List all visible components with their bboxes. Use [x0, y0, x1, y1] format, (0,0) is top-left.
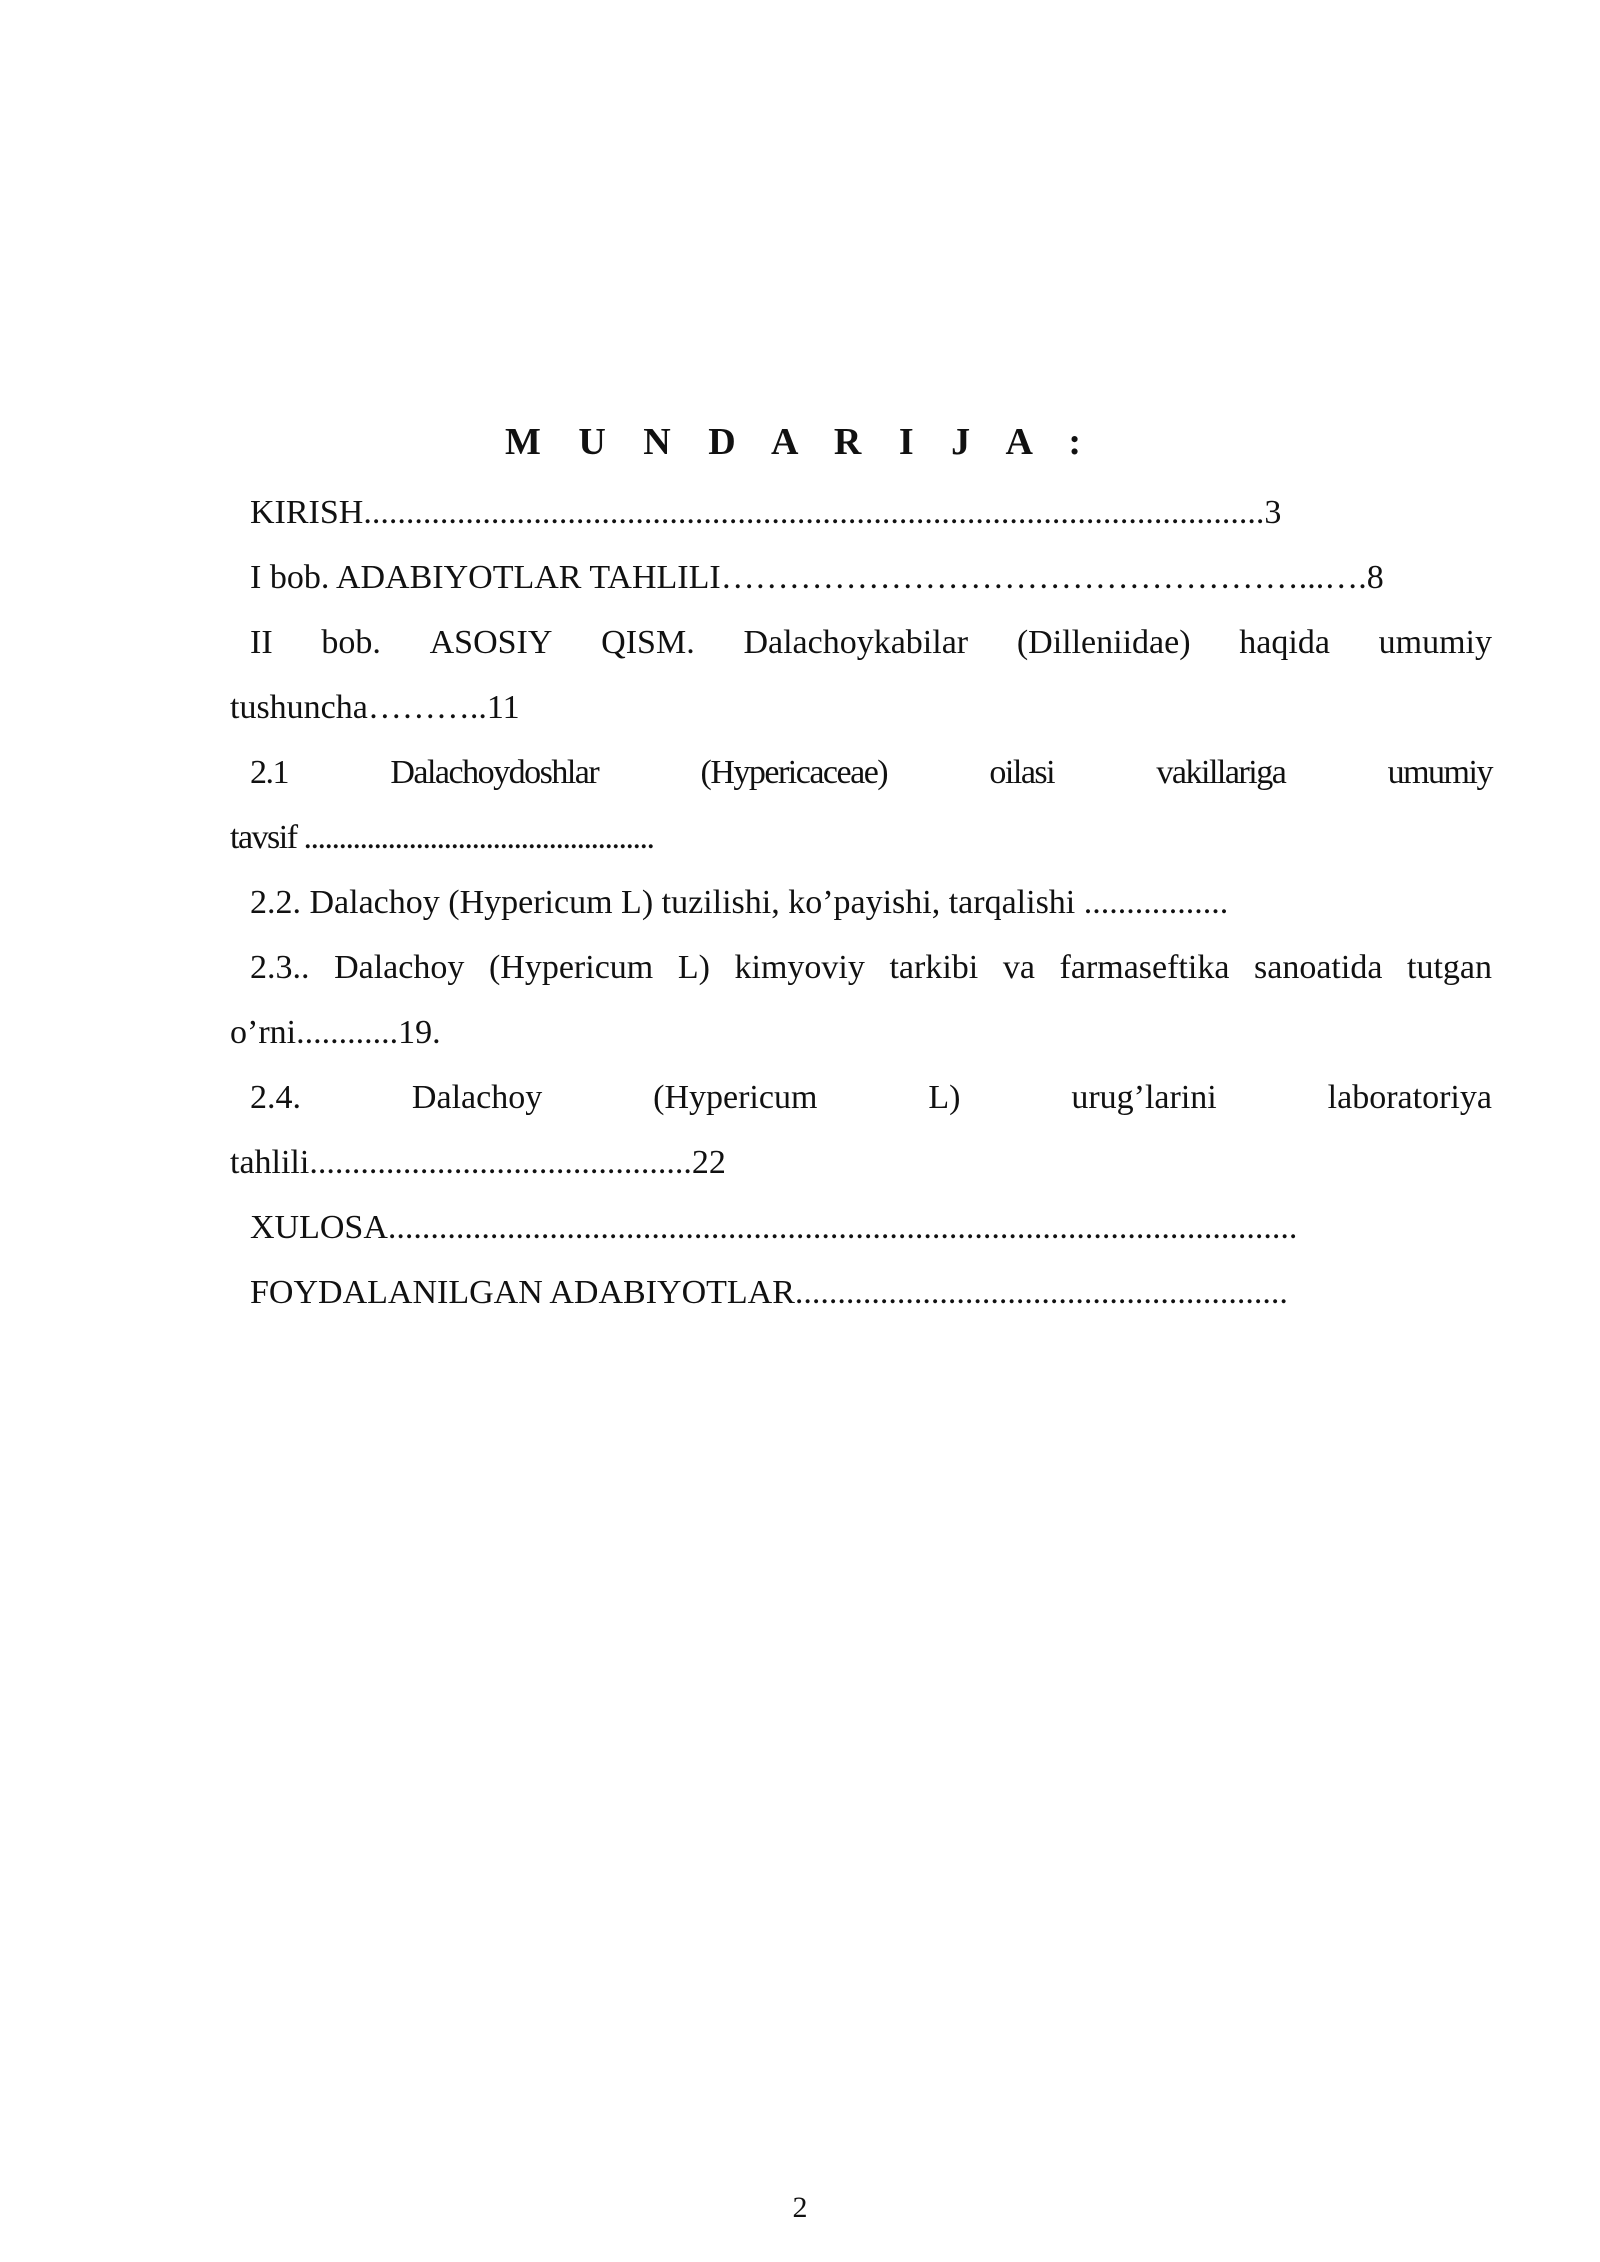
- toc-word: Dalachoy: [411, 1079, 543, 1116]
- toc-word: urug’larini: [1071, 1079, 1217, 1116]
- toc-word: L): [677, 949, 710, 986]
- toc-entry-xulosa: XULOSA...........................................................................................................: [250, 1209, 1298, 1246]
- toc-word: Dalachoykabilar: [743, 624, 969, 661]
- toc-word: oilasi: [989, 754, 1055, 791]
- toc-entry-section-2-3-continuation: o’rni............19.: [230, 1014, 441, 1051]
- toc-word: II: [250, 624, 273, 661]
- toc-word: haqida: [1239, 624, 1330, 661]
- toc-word: 2.4.: [250, 1079, 301, 1116]
- toc-word: bob.: [321, 624, 381, 661]
- toc-word: (Dilleniidae): [1016, 624, 1191, 661]
- toc-entry-section-2-4-continuation: tahlili.............................................22: [230, 1144, 726, 1181]
- toc-word: ASOSIY: [429, 624, 553, 661]
- toc-word: (Hypericum: [653, 1079, 818, 1116]
- toc-word: laboratoriya: [1327, 1079, 1492, 1116]
- toc-entry-bob-1: I bob. ADABIYOTLAR TAHLILI……………………………………………...….8: [250, 559, 1384, 596]
- toc-word: va: [1002, 949, 1035, 986]
- toc-word: umumiy: [1387, 754, 1492, 791]
- toc-entry-section-2-1: [230, 740, 1492, 805]
- toc-entry-section-2-1-continuation: tavsif ..................................................: [230, 819, 654, 856]
- toc-entry-foydalanilgan-adabiyotlar: FOYDALANILGAN ADABIYOTLAR..........................................................: [250, 1274, 1288, 1311]
- toc-word: sanoatida: [1254, 949, 1383, 986]
- toc-entry-section-2-3: [230, 935, 1492, 1000]
- toc-word: Dalachoy: [334, 949, 465, 986]
- toc-entry-bob-2-continuation: tushuncha………..11: [230, 689, 520, 726]
- toc-word: tutgan: [1407, 949, 1492, 986]
- toc-word: L): [928, 1079, 961, 1116]
- toc-word: Dalachoydoshlar: [390, 754, 599, 791]
- toc-word: QISM.: [601, 624, 695, 661]
- toc-entry-bob-2: [230, 610, 1492, 675]
- toc-word: kimyoviy: [734, 949, 865, 986]
- toc-entry-kirish: KIRISH..........................................................................................................3: [250, 494, 1282, 531]
- toc-word: tarkibi: [889, 949, 979, 986]
- toc-entry-section-2-2: 2.2. Dalachoy (Hypericum L) tuzilishi, ko’payishi, tarqalishi .................: [250, 884, 1229, 921]
- toc-word: farmaseftika: [1059, 949, 1230, 986]
- page-title: M U N D A R I J A :: [504, 421, 1096, 463]
- toc-word: (Hypericaceae): [700, 754, 888, 791]
- toc-word: vakillariga: [1156, 754, 1286, 791]
- toc-word: (Hypericum: [488, 949, 654, 986]
- toc-entry-section-2-4: [230, 1065, 1492, 1130]
- toc-word: 2.3..: [250, 949, 310, 986]
- table-of-contents: [230, 480, 1492, 1325]
- page-number: 2: [792, 2191, 808, 2224]
- toc-word: umumiy: [1378, 624, 1492, 661]
- toc-word: 2.1: [250, 754, 288, 791]
